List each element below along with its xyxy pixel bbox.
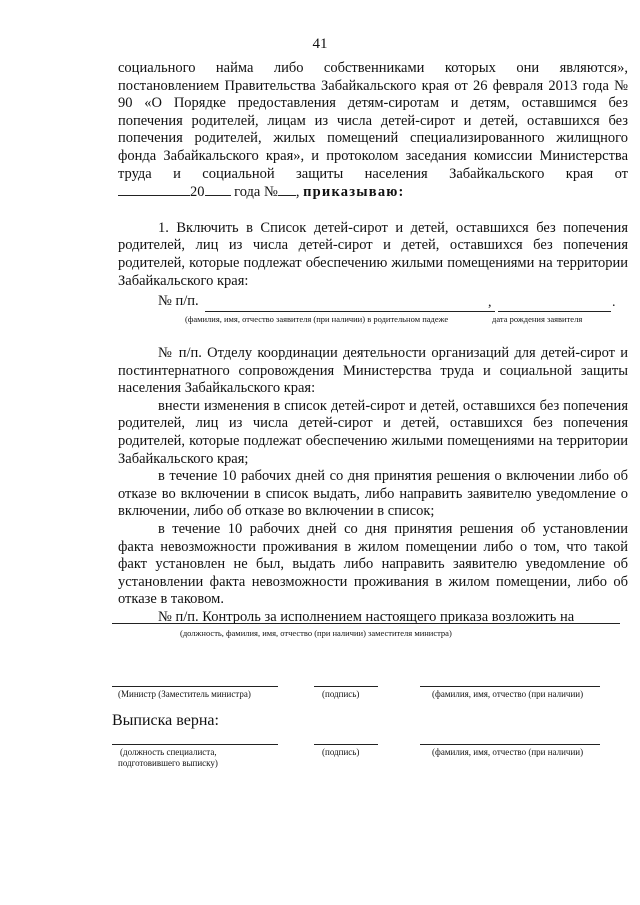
intro-word: найма	[215, 60, 254, 76]
sub-item-2-text: в течение 10 рабочих дней со дня принятия решения о включении либо об отказе во включении в список выдать, либо направить заявителю уведомление о включении, либо об отказе во включении в список;	[118, 468, 628, 520]
fill-label: № п/п.	[158, 293, 199, 309]
intro-word: собственниками	[323, 60, 425, 76]
fill-dot: .	[612, 295, 616, 310]
sub-item-1	[118, 398, 628, 468]
number-blank[interactable]	[278, 183, 296, 196]
specialist-caption-line1: (должность специалиста,	[120, 747, 217, 757]
fill-caption-date: дата рождения заявителя	[492, 314, 583, 324]
order-word: приказываю:	[303, 184, 405, 201]
signature-line-2[interactable]	[314, 744, 378, 745]
control-caption: (должность, фамилия, имя, отчество (при наличии) заместителя министра)	[180, 628, 452, 638]
control-text: № п/п. Контроль за исполнением настоящего приказа возложить на	[158, 608, 575, 625]
sub-item-1-text: внести изменения в список детей-сирот и детей, оставшихся без попечения родителей, лиц из числа детей-сирот и детей, оставшихся без попечения родителей, которые подлежат обеспечению жилыми помещениями на территории Забайкальского края;	[118, 397, 628, 467]
item-dept	[118, 345, 628, 398]
sub-item-3-text: в течение 10 рабочих дней со дня принятия решения об установлении факта невозможности проживания в жилом помещении либо о том, что такой факт установлен не был, выдать либо направить заявителю уведомление об установлении факта невозможности проживания в жилом помещении, либо об отказе в таковом.	[118, 520, 628, 608]
item-1-text: 1. Включить в Список детей-сирот и детей, оставшихся без попечения родителей, лиц из числа детей-сирот и детей, оставшихся без попечения родителей, которые подлежат обеспечению жилыми помещениями на территории Забайкальского края:	[118, 219, 628, 289]
signature-caption: (подпись)	[322, 689, 360, 699]
minister-line[interactable]	[112, 686, 278, 687]
item-dept-text: № п/п. Отделу координации деятельности организаций для детей-сирот и постинтернатного сопровождения Министерства труда и социальной защиты населения Забайкальского края:	[118, 345, 628, 397]
intro-text: постановлением Правительства Забайкальского края от 26 февраля 2013 года № 90 «О Порядке предоставления детям-сиротам и детям, оставшимся без попечения родителей, лицам из числа детей-сирот и детей, оставшихся без попечения родителей, жилых помещений специализированного жилищного фонда Забайкальского края», и протоколом заседания комиссии Министерства труда и социальной защиты населения Забайкальского края от	[118, 77, 628, 182]
specialist-caption-line2: подготовившего выписку)	[118, 758, 218, 768]
date-blank-year[interactable]	[205, 183, 231, 196]
specialist-line[interactable]	[112, 744, 278, 745]
document-body-2	[118, 345, 628, 627]
sub-item-2	[118, 468, 628, 521]
extract-title: Выписка верна:	[112, 712, 219, 729]
intro-word: они	[516, 60, 540, 76]
intro-first-line	[118, 60, 628, 78]
intro-word: либо	[273, 60, 304, 76]
signature-line[interactable]	[314, 686, 378, 687]
intro-word: социального	[118, 60, 196, 76]
intro-word: которых	[444, 60, 496, 76]
page-number: 41	[312, 36, 328, 52]
fio-caption: (фамилия, имя, отчество (при наличии)	[432, 689, 584, 699]
fill-name-line[interactable]	[205, 311, 495, 312]
date-tail: года №	[234, 184, 278, 201]
control-line[interactable]	[112, 623, 620, 624]
sub-item-3	[118, 521, 628, 609]
fill-caption-name: (фамилия, имя, отчество заявителя (при наличии) в родительном падеже	[185, 314, 449, 324]
fio-caption-2: (фамилия, имя, отчество (при наличии)	[432, 747, 584, 757]
signature-caption-2: (подпись)	[322, 747, 360, 757]
minister-caption: (Министр (Заместитель министра)	[118, 689, 251, 699]
fio-line-2[interactable]	[420, 744, 600, 745]
item-1	[118, 220, 628, 290]
intro-paragraph	[118, 78, 628, 184]
document-body	[118, 60, 628, 290]
intro-word: являются»,	[559, 60, 628, 76]
fill-comma: ,	[488, 295, 492, 310]
fio-line[interactable]	[420, 686, 600, 687]
date-blank-day[interactable]	[118, 183, 190, 196]
fill-date-line[interactable]	[498, 311, 611, 312]
date-order-line: 20 года № , приказываю:	[118, 183, 628, 202]
date-year-prefix: 20	[190, 184, 205, 201]
